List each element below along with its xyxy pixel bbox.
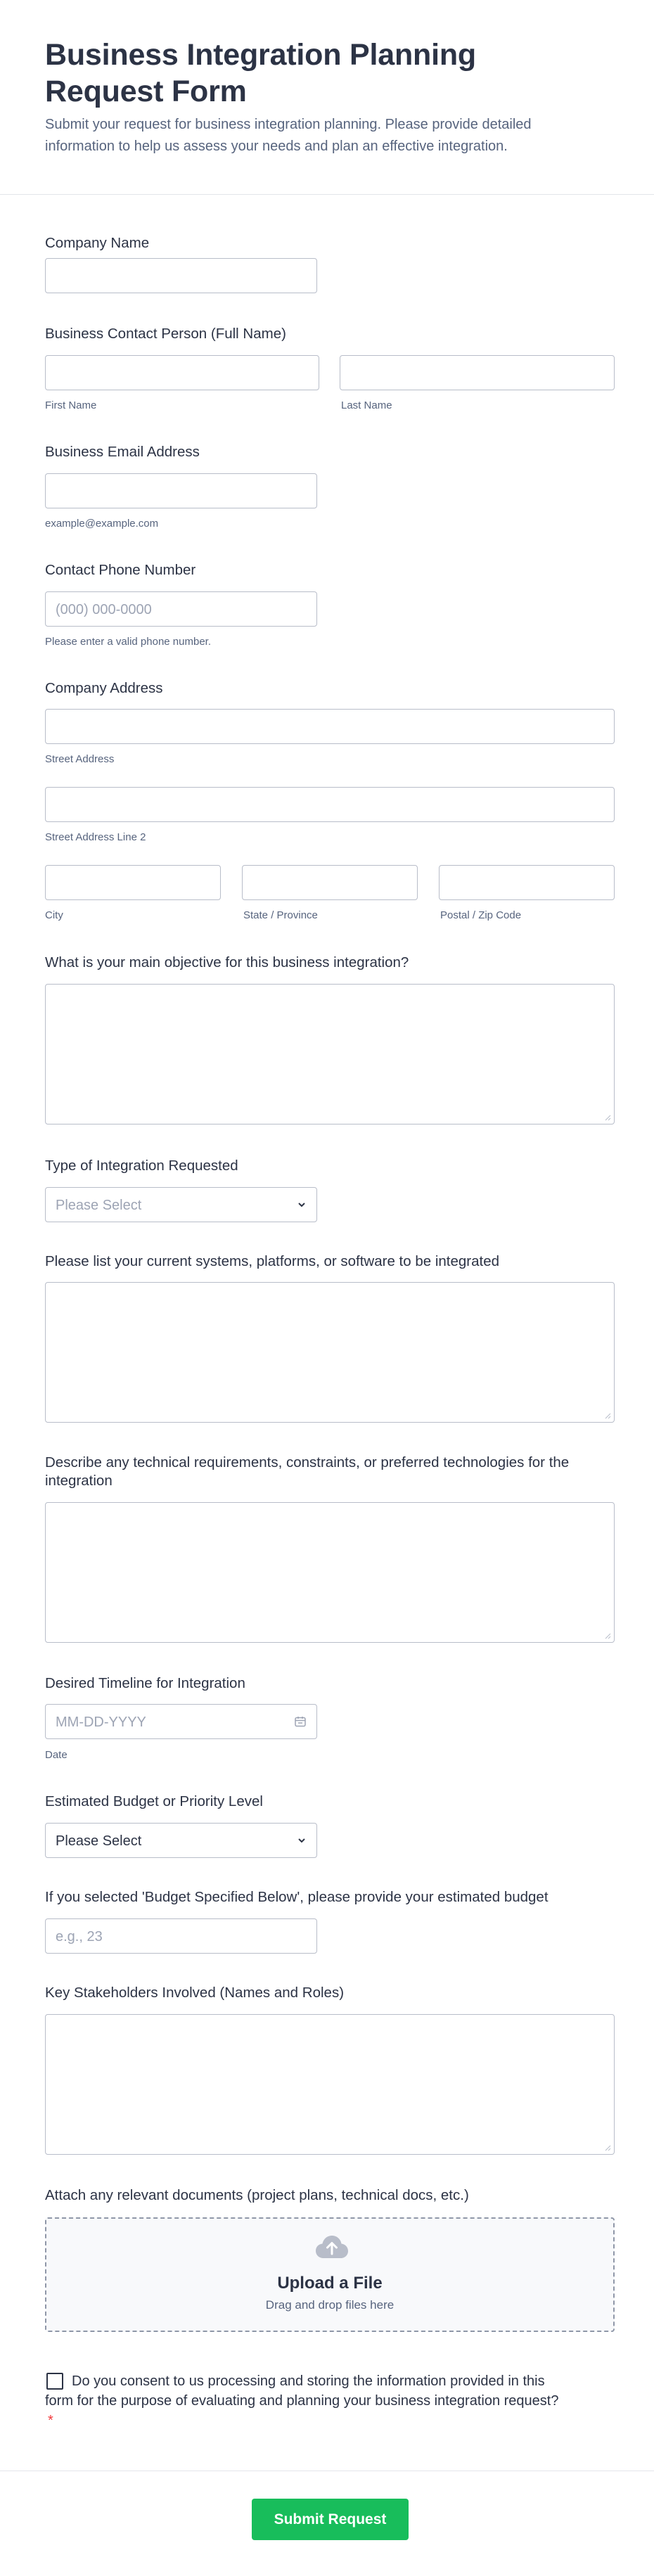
budget-level-select[interactable] [45, 1823, 317, 1858]
page-subtitle: Submit your request for business integration planning. Please provide detailed information to help us assess your needs and plan an effective integration. [45, 117, 532, 154]
budget-amount-placeholder: e.g., 23 [56, 1929, 103, 1944]
file-upload-dropzone[interactable] [45, 2217, 615, 2332]
email-label: Business Email Address [45, 444, 200, 460]
state-input[interactable] [242, 865, 418, 900]
city-input[interactable] [45, 865, 221, 900]
phone-label: Contact Phone Number [45, 562, 196, 578]
zip-sublabel: Postal / Zip Code [440, 909, 522, 921]
budget-amount-input[interactable] [45, 1918, 317, 1954]
phone-input[interactable] [45, 591, 317, 627]
resize-handle-icon[interactable] [604, 2144, 611, 2151]
submit-button[interactable]: Submit Request [252, 2499, 409, 2540]
upload-title: Upload a File [277, 2274, 383, 2293]
company-name-label: Company Name [45, 235, 150, 251]
timeline-placeholder: MM-DD-YYYY [56, 1715, 146, 1730]
stakeholders-label: Key Stakeholders Involved (Names and Roles) [45, 1985, 345, 2001]
resize-handle-icon[interactable] [604, 1412, 611, 1419]
city-sublabel: City [45, 909, 63, 921]
budget-level-selected: Please Select [56, 1833, 142, 1849]
objective-textarea[interactable] [45, 984, 615, 1124]
first-name-input[interactable] [45, 355, 319, 390]
consent-text: Do you consent to us processing and storing the information provided in this form for the purpose of evaluating and planning your business integration request? [45, 2373, 559, 2409]
consent-label [45, 2371, 565, 2430]
attachments-label: Attach any relevant documents (project plans, technical docs, etc.) [45, 2187, 469, 2203]
required-mark: * [48, 2413, 53, 2428]
state-sublabel: State / Province [243, 909, 318, 921]
current-systems-label: Please list your current systems, platforms, or software to be integrated [45, 1253, 500, 1269]
timeline-sublabel: Date [45, 1749, 68, 1761]
street-address-input[interactable] [45, 709, 615, 744]
form-header [0, 0, 654, 195]
street-address-2-input[interactable] [45, 787, 615, 822]
integration-type-placeholder: Please Select [56, 1198, 142, 1213]
phone-sublabel: Please enter a valid phone number. [45, 636, 211, 648]
email-input[interactable] [45, 473, 317, 508]
budget-level-label: Estimated Budget or Priority Level [45, 1793, 263, 1809]
last-name-input[interactable] [340, 355, 615, 390]
integration-type-label: Type of Integration Requested [45, 1158, 238, 1174]
company-name-input[interactable] [45, 258, 317, 293]
upload-subtitle: Drag and drop files here [265, 2298, 395, 2312]
budget-amount-label: If you selected 'Budget Specified Below', please provide your estimated budget [45, 1889, 549, 1905]
cloud-upload-icon [315, 2234, 349, 2261]
timeline-label: Desired Timeline for Integration [45, 1675, 245, 1691]
email-sublabel: example@example.com [45, 518, 159, 530]
technical-requirements-textarea[interactable] [45, 1502, 615, 1643]
integration-type-select[interactable] [45, 1187, 317, 1222]
objective-label: What is your main objective for this business integration? [45, 954, 409, 970]
phone-placeholder: (000) 000-0000 [56, 602, 152, 617]
timeline-date-input[interactable] [45, 1704, 317, 1739]
address-label: Company Address [45, 680, 163, 696]
first-name-sublabel: First Name [45, 399, 97, 411]
street-address-2-sublabel: Street Address Line 2 [45, 831, 146, 843]
chevron-down-icon [297, 1200, 307, 1210]
consent-checkbox[interactable] [46, 2373, 63, 2390]
resize-handle-icon[interactable] [604, 1632, 611, 1639]
street-address-sublabel: Street Address [45, 753, 115, 765]
zip-input[interactable] [439, 865, 615, 900]
current-systems-textarea[interactable] [45, 1282, 615, 1423]
stakeholders-textarea[interactable] [45, 2014, 615, 2155]
technical-requirements-label: Describe any technical requirements, constraints, or preferred technologies for the integration [45, 1454, 570, 1489]
resize-handle-icon[interactable] [604, 1114, 611, 1121]
contact-person-label: Business Contact Person (Full Name) [45, 326, 286, 342]
calendar-icon[interactable] [294, 1715, 307, 1728]
chevron-down-icon [297, 1835, 307, 1845]
page-title: Business Integration Planning Request Form [45, 38, 476, 108]
last-name-sublabel: Last Name [341, 399, 392, 411]
